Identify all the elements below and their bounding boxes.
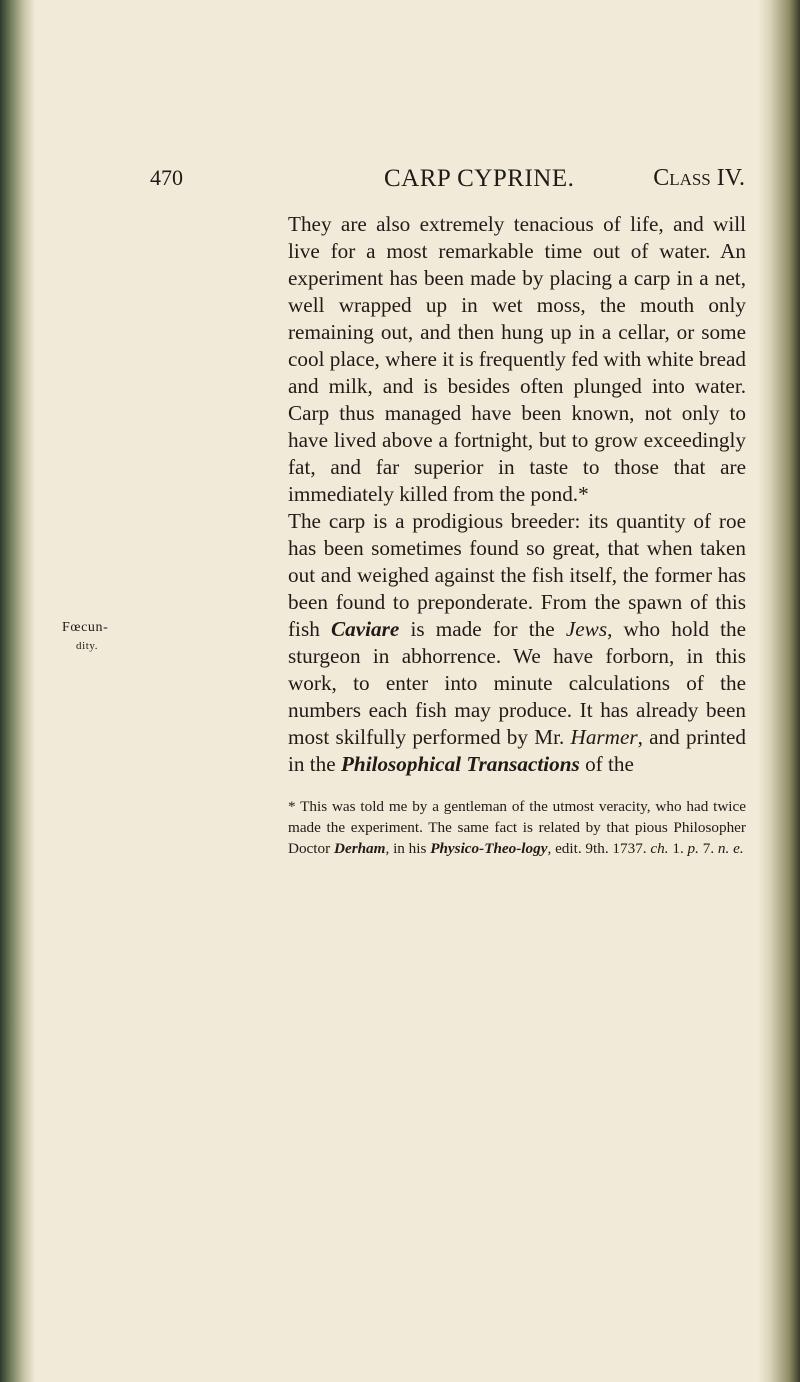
- chapter-abbrev: ch.: [650, 840, 669, 857]
- harmer-name: Harmer: [570, 725, 638, 749]
- caviare-term: Caviare: [330, 617, 400, 641]
- sidenote-line-1: Fœcun-: [62, 620, 109, 635]
- page-number: 470: [150, 165, 183, 190]
- body-text: [288, 211, 746, 778]
- left-binding-edge: [0, 0, 34, 1382]
- sidenote-line-2: dity.: [76, 640, 99, 652]
- footnote: [288, 796, 746, 859]
- note-abbrev: n. e.: [717, 840, 744, 857]
- running-title: CARP CYPRINE.: [384, 165, 575, 192]
- sidenote-fecundity: [62, 618, 108, 656]
- text-run: , who hold the sturgeon in abhorrence. We have forborn, in this work, to enter into minute calculations of the numbers each fish may produce. It has already been most skilfully performed by Mr.: [288, 617, 747, 749]
- philosophical-transactions-title: Philosophical Transactions: [340, 752, 580, 776]
- jews-term: Jews: [565, 617, 608, 641]
- physico-theology-title: Physico-Theo-logy: [430, 840, 548, 857]
- footnote-text: 7.: [698, 840, 718, 857]
- page-abbrev: p.: [687, 840, 699, 857]
- footnote-text: , edit. 9th. 1737.: [547, 840, 651, 857]
- class-label: Class IV.: [653, 165, 745, 191]
- running-head: [150, 165, 745, 201]
- derham-name: Derham: [333, 840, 386, 857]
- footnote-text: , in his: [385, 840, 431, 857]
- book-page: [150, 165, 745, 859]
- text-run: of the: [579, 752, 634, 776]
- text-run: is made for the: [399, 617, 566, 641]
- text-run: The carp is a prodigious breeder: its quantity of roe has been sometimes found so great, that when taken out and weighed against the fish itself, the former has been found to preponderate. From the spawn of this fish: [288, 509, 746, 641]
- footnote-text: * This was told me by a gentleman of the utmost veracity, who had twice made the experiment. The same fact is related by that pious Philosopher Doctor: [288, 798, 746, 857]
- right-page-edge: [758, 0, 800, 1382]
- paragraph-tenacity: They are also extremely tenacious of life, and will live for a most remarkable time out of water. An experiment has been made by placing a carp in a net, well wrapped up in wet moss, the mouth only remaining out, and then hung up in a cellar, or some cool place, where it is frequently fed with white bread and milk, and is besides often plunged into water. Carp thus managed have been known, not only to have lived above a fortnight, but to grow exceedingly fat, and far superior in taste to those that are immediately killed from the pond.*: [288, 212, 746, 506]
- paragraph-fecundity: [288, 508, 746, 778]
- text-run: , and printed in the: [288, 725, 747, 776]
- footnote-text: 1.: [668, 840, 688, 857]
